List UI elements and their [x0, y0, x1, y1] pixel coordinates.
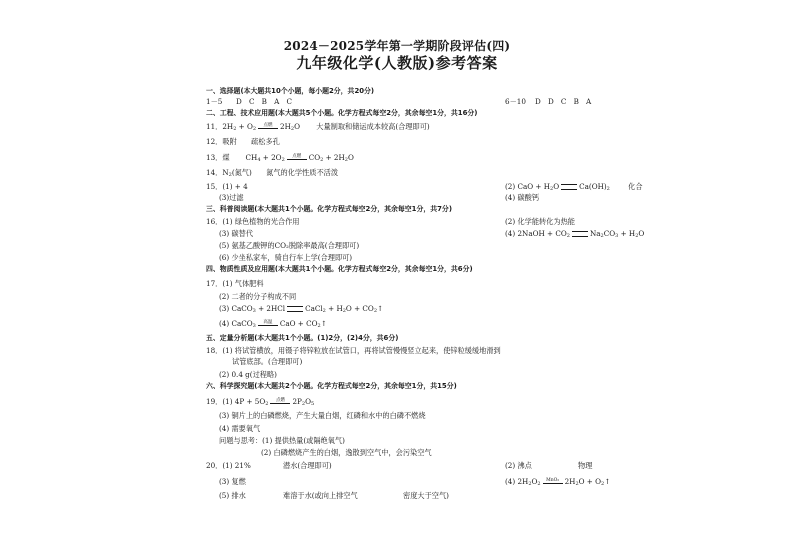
q6-10-range: 6－10 [505, 97, 526, 106]
reaction-arrow [543, 479, 563, 486]
equals-sign [287, 306, 303, 312]
section-6-heading: 六、科学探究题(本大题共2个小题。化学方程式每空2分，其余每空1分，共15分) [206, 382, 457, 390]
q19-think-2: (2) 白磷燃烧产生的白烟，逸散到空气中，会污染空气 [261, 448, 432, 457]
q20-4-product-2: O + O [578, 477, 602, 486]
reaction-arrow [270, 399, 290, 406]
q11-formula-plus: + O [236, 122, 253, 131]
q16-3-answer: (3) 碳替代 [219, 229, 254, 238]
page-title: 2024－2025学年第一学期阶段评估(四) [283, 39, 511, 53]
q15-2-product: Ca(OH) [579, 182, 607, 191]
q17-3-product-3: O + CO [345, 304, 374, 313]
q13-product-2: + 2H [323, 153, 345, 162]
q17-3-label: (3) CaCO [219, 304, 253, 313]
q16-2-answer: (2) 化学能转化为热能 [505, 217, 575, 226]
gas-up-arrow-icon: ↑ [377, 304, 384, 313]
q19-1-answer: 19．(1) $4P + 5O_2$ 点燃 $2P_2O_5$ [206, 397, 315, 407]
q17-1-answer: 17．(1) 气体肥料 [206, 279, 264, 288]
q16-4-product-4: O [638, 229, 645, 238]
q15-1-answer: 15．(1) + 4 [206, 182, 248, 191]
q20-3-answer: (3) 复燃 [219, 477, 246, 486]
q19-3-answer: (3) 铜片上的白磷燃烧，产生大量白烟，红磷和水中的白磷不燃烧 [219, 411, 426, 420]
q13-number: 13．煤 [206, 153, 230, 162]
q20-4-product: 2H [564, 477, 576, 486]
q17-3-mid: + 2HCl [255, 304, 286, 313]
q11-product: 2H [280, 122, 291, 131]
q6-10-answers: D D C B A [535, 97, 592, 106]
section-4-heading: 四、物质性质及应用题(本大题共1个小题。化学方程式每空2分，其余每空1分，共6分) [206, 265, 473, 273]
q19-1-label: 19．(1) 4P + 5O [206, 397, 266, 406]
q16-4-answer: (4) 2NaOH + $CO_2$ $Na_2CO_3 + H_2O$ [505, 229, 645, 239]
q14-number: 14．N [206, 168, 229, 177]
q15-2-mid: O [553, 182, 560, 191]
section-2-heading: 二、工程、技术应用题(本大题共5个小题。化学方程式每空2分，其余每空1分，共16分) [206, 109, 478, 117]
section-3-heading: 三、科普阅读题(本大题共1个小题。化学方程式每空2分，其余每空1分，共7分) [206, 205, 452, 213]
reaction-arrow [258, 321, 278, 328]
q13-answer: 13．煤 $CH_4 + 2O_2$ 点燃 $CO_2 + 2H_2O$ [206, 153, 354, 163]
q20-2-answer: (2) 沸点 [505, 461, 532, 470]
reaction-condition: 点燃 [292, 153, 302, 159]
q16-1-answer: 16．(1) 绿色植物的光合作用 [206, 217, 300, 226]
q17-3-product-2: + H [325, 304, 343, 313]
q12-answer: 12．吸附 疏松多孔 [206, 137, 280, 146]
reaction-arrow [287, 155, 307, 162]
q16-4-product: Na [589, 229, 601, 238]
q1-5-range: 1－5 [206, 97, 223, 106]
reaction-condition: MnO₂ [546, 477, 560, 483]
q13-product-3: O [347, 153, 354, 162]
q20-4-answer: (4) $2H_2O_2$ MnO₂ $2H_2O$ + $O_2↑$ [505, 477, 611, 487]
q19-1-product: 2P [292, 397, 302, 406]
q17-4-label: (4) CaCO [219, 319, 253, 328]
q1-5-answers: D C B A C [236, 97, 292, 106]
q11-answer: 11．$2H_2 + O_2$ 点燃 $2H_2O$ 大量制取和储运成本较高(合理即可) [206, 122, 430, 132]
q17-2-answer: (2) 二者的分子构成不同 [219, 292, 297, 301]
q17-3-product: CaCl [305, 304, 323, 313]
q13-product: CO [308, 153, 321, 162]
q11-number: 11． [206, 122, 223, 131]
q14-answer: 14．$N_2$(氮气) 氮气的化学性质不活泼 [206, 168, 339, 178]
q20-5-reason: 难溶于水(或向上排空气 [283, 491, 358, 500]
q20-4-mid: O [531, 477, 538, 486]
reaction-condition: 点燃 [275, 397, 285, 403]
equals-sign [561, 184, 577, 190]
q20-1-use: 潜水(合理即可) [283, 461, 332, 470]
q15-2-answer: (2) CaO + $H_2O$ $Ca(OH)_2$ 化合 [505, 182, 643, 192]
q19-think-1: 问题与思考：(1) 提供热量(或隔绝氧气) [219, 436, 345, 445]
q16-4-label: (4) 2NaOH + CO [505, 229, 567, 238]
q16-5-answer: (5) 氨基乙酸钾的CO₂脱除率最高(合理即可) [219, 241, 360, 250]
q20-4-label: (4) 2H [505, 477, 529, 486]
q20-5-reason-2: 密度大于空气) [403, 491, 449, 500]
section-5-heading: 五、定量分析题(本大题共1个小题。(1)2分，(2)4分，共6分) [206, 334, 399, 342]
section-1-heading: 一、选择题(本大题共10个小题，每小题2分，共20分) [206, 87, 375, 95]
gas-up-arrow-icon: ↑ [604, 477, 611, 486]
q17-4-product: CaO + CO [279, 319, 318, 328]
reaction-condition: 高温 [263, 319, 273, 325]
q16-4-product-3: + H [618, 229, 636, 238]
q16-6-answer: (6) 少坐私家车，骑自行车上学(合理即可) [219, 253, 353, 262]
q11-formula: 2H [222, 122, 234, 131]
equals-sign [572, 231, 588, 237]
q19-1-product-2: O [305, 397, 311, 406]
q11-product-o: O [294, 122, 300, 131]
q20-5-answer: (5) 排水 [219, 491, 246, 500]
q18-2-answer: (2) 0.4 g(过程略) [219, 370, 277, 379]
q13-formula-mid: + 2O [260, 153, 282, 162]
q20-1-answer: 20．(1) 21% [206, 461, 251, 470]
q16-4-product-2: CO [603, 229, 616, 238]
q20-2-type: 物理 [578, 461, 593, 470]
q11-text: 大量制取和储运成本较高(合理即可) [316, 122, 430, 131]
gas-up-arrow-icon: ↑ [320, 319, 327, 328]
q18-1-answer-cont: 试管底部。(合理即可) [232, 357, 303, 366]
q13-formula: CH [245, 153, 258, 162]
q19-4-answer: (4) 需要氧气 [219, 424, 261, 433]
reaction-condition: 点燃 [263, 122, 273, 128]
q17-4-answer: (4) CaCO$_3$ 高温 CaO + $CO_2↑$ [219, 319, 327, 329]
q15-4-answer: (4) 碳酸钙 [505, 193, 540, 202]
q17-3-answer: (3) CaCO$_3$ + 2HCl CaCl$_2$ + $H_2O$ + $CO_2↑$ [219, 304, 384, 314]
q15-2-type: 化合 [628, 182, 643, 191]
reaction-arrow [258, 124, 278, 131]
q14-text: (氮气) 氮气的化学性质不活泼 [231, 168, 339, 177]
q15-2-label: (2) CaO + H [505, 182, 551, 191]
page-subtitle: 九年级化学(人教版)参考答案 [296, 54, 498, 72]
q15-3-answer: (3)过滤 [219, 193, 244, 202]
q18-1-answer: 18．(1) 将试管横放，用镊子将锌粒放在试管口，再将试管慢慢竖立起来，使锌粒缓缓地滑到 [206, 346, 501, 355]
